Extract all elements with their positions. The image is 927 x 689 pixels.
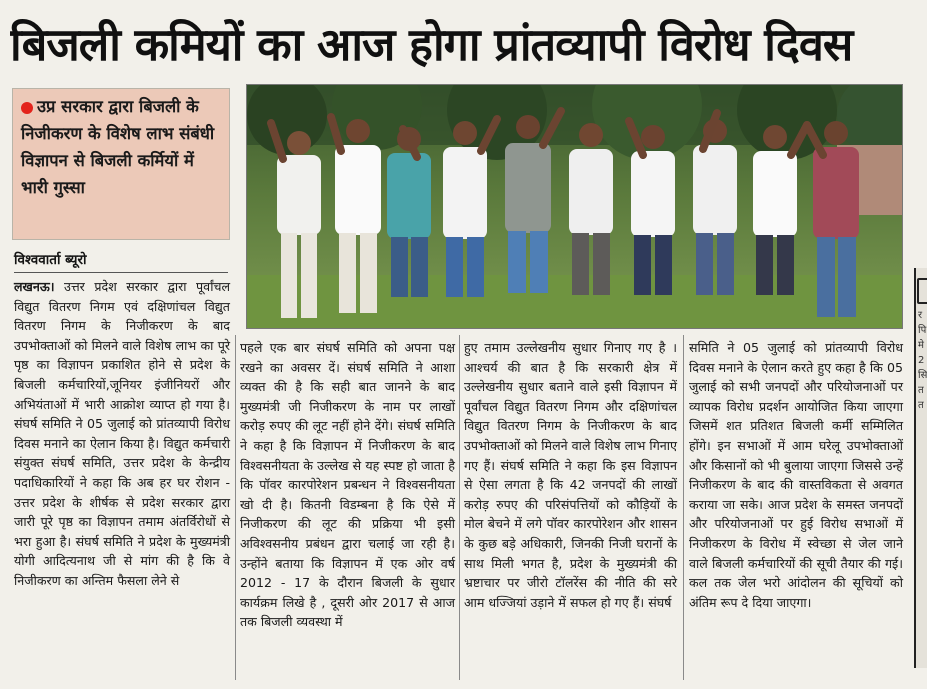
adjacent-article-text: र पि मे 2 सि त त [918,310,927,411]
column-divider [459,335,460,680]
adjacent-article-edge [914,268,927,668]
protest-photo [246,84,903,329]
column-divider [235,335,236,680]
headline: बिजली कमियों का आज होगा प्रांतव्यापी विरोध दिवस [10,18,853,71]
column-1-text: उत्तर प्रदेश सरकार द्वारा पूर्वांचल विद्युत वितरण निगम एवं दक्षिणांचल विद्युत वितरण निगम के निजीकरण के बाद उपभोक्ताओं को मिलने वाले विशेष लाभ का पूरे पृष्ठ का विज्ञापन प्रकाशित होने से प्रदेश के बिजली कर्मचारियों,जूनियर इंजीनियरों और अभियंताओं में भारी आक्रोश व्याप्त हो गया है। संघर्ष समिति ने 05 जुलाई को प्रांतव्यापी विरोध दिवस मनाने का ऐलान किया है। विद्युत कर्मचारी संयुक्त संघर्ष समिति, उत्तर प्रदेश के केन्द्रीय पदाधिकारियों ने कहा कि अब हर घर रोशन - उत्तर प्रदेश के शीर्षक से प्रदेश सरकार द्वारा जारी पूरे पृष्ठ का विज्ञापन तमाम अंतर्विरोधों से भरा हुआ है। संघर्ष समिति ने प्रदेश के मुख्यमंत्री योगी आदित्यनाथ जी से मांग की है कि वे निजीकरण का अन्तिम फैसला लेने से [14,279,230,588]
byline: विश्ववार्ता ब्यूरो [14,252,87,268]
column-2-text: पहले एक बार संघर्ष समिति को अपना पक्ष रखने का अवसर दें। संघर्ष समिति ने आशा व्यक्त की है कि सही बात जानने के बाद मुख्यमंत्री जी निजीकरण के नाम पर लाखों करोड़ रुपए की लूट नहीं होने देंगे। संघर्ष समिति ने कहा है कि विज्ञापन में निजीकरण के बाद विश्वसनीयता के उल्लेख से यह स्पष्ट हो जाता है कि पॉवर कारपोरेशन प्रबन्धन ने विश्वसनीयता खो दी है। कितनी विडम्बना है कि ऐसे में निजीकरण की लूट की प्रक्रिया भी इसी अविश्वसनीय प्रबंधन द्वारा चलाई जा रही है। उन्होंने बताया कि विज्ञापन में एक ओर वर्ष 2012 - 17 के दौरान बिजली के सुधार कार्यक्रम लिखे है , दूसरी ओर 2017 से आज तक बिजली व्यवस्था में [240,340,455,630]
article-column-4 [689,338,903,678]
bullet-dot-icon [21,102,33,114]
kicker-box [12,88,230,240]
kicker-text: उप्र सरकार द्वारा बिजली के निजीकरण के विशेष लाभ संबंधी विज्ञापन से बिजली कर्मियों में भारी गुस्सा [21,97,215,197]
adjacent-box-icon [917,278,927,304]
column-3-text: हुए तमाम उल्लेखनीय सुधार गिनाए गए है । आश्चर्य की बात है कि सरकारी क्षेत्र में उल्लेखनीय सुधार बताने वाले इसी विज्ञापन में पूर्वांचल विद्युत वितरण निगम और दक्षिणांचल विद्युत वितरण निगम के निजीकरण के बाद उपभोक्ताओं को मिलने वाले विशेष लाभ गिनाए गए हैं। संघर्ष समिति ने कहा कि इस विज्ञापन से ऐसा लगता है कि 42 जनपदों की लाखों करोड़ रुपए की परिसंपत्तियों को कौड़ियों के मोल बेचने में लगे पॉवर कारपोरेशन और शासन के कुछ बड़े अधिकारी, जिनकी निजी घरानों के साथ मिली भगत है, प्रदेश के मुख्यमंत्री की भ्रष्टाचार पर जीरो टॉलरेंस की नीति की सरे आम धज्जियां उड़ाने में सफल हो गए हैं। संघर्ष [464,340,677,610]
article-column-3 [464,338,677,678]
article-column-1 [14,277,230,682]
byline-rule [14,272,228,273]
dateline: लखनऊ। [14,279,55,294]
column-divider [683,335,684,680]
protest-photo-image [247,85,902,328]
column-4-text: समिति ने 05 जुलाई को प्रांतव्यापी विरोध दिवस मनाने के ऐलान करते हुए कहा है कि 05 जुलाई को सभी जनपदों और परियोजनाओं पर व्यापक विरोध प्रदर्शन आयोजित किया जाएगा जिसमें शत प्रतिशत बिजली कर्मी सम्मिलित होंगे। इन सभाओं में आम घरेलू उपभोक्ताओं और किसानों को भी बुलाया जाएगा जिससे उन्हें निजीकरण के बाद की वास्तविकता से अवगत कराया जा सके। आज प्रदेश के समस्त जनपदों और परियोजनाओं पर हुई विरोध सभाओं में निजीकरण के विरोध में स्वेच्छा से जेल जाने वाले बिजली कर्मचारियों की सूची तैयार की गई। कल तक जेल भरो आंदोलन की सूचियों को अंतिम रूप दे दिया जाएगा। [689,340,903,610]
article-column-2 [240,338,455,678]
